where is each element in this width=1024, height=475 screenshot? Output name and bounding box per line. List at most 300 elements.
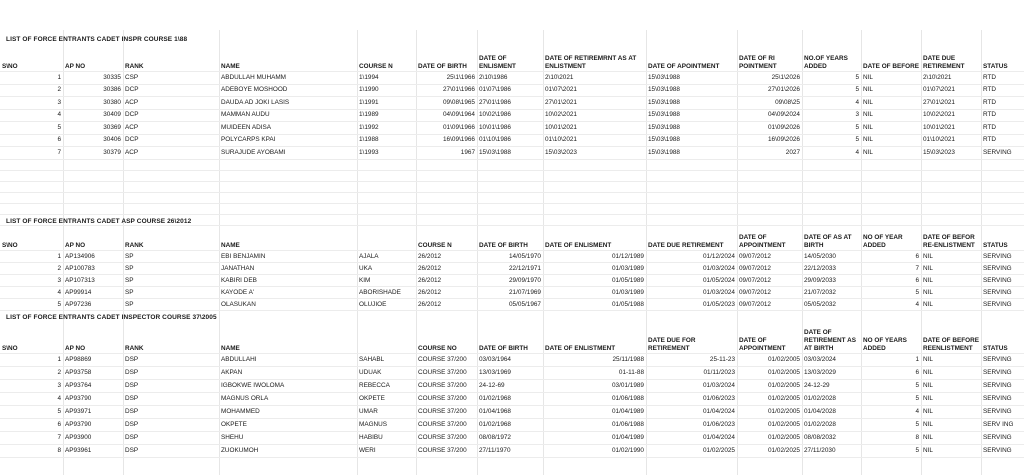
empty-cell (861, 170, 921, 181)
table-cell: ABDULLAH MUHAMM (219, 72, 357, 85)
table-cell: AP93971 (63, 406, 123, 419)
table-cell: NIL (861, 134, 921, 147)
table-cell: AP93790 (63, 393, 123, 406)
table-cell: AP107313 (63, 275, 123, 287)
table-cell: 01\07\1986 (477, 84, 543, 97)
table-course-26-2012 (0, 228, 1024, 311)
section-title: LIST OF FORCE ENTRANTS CADET ASP COURSE 26\2012 (6, 218, 192, 225)
table-cell: 22/12/2033 (802, 263, 861, 275)
table-cell: NIL (861, 84, 921, 97)
table-cell: 10\02\1986 (477, 109, 543, 122)
table-cell: ABORISHADE (357, 287, 416, 299)
table-cell: 21/07/1969 (477, 287, 543, 299)
table-cell: 01/04/1989 (543, 406, 646, 419)
empty-cell (416, 159, 477, 170)
column-header: COURSE NO (416, 323, 477, 354)
table-cell: SP (123, 287, 219, 299)
table-row (0, 354, 1024, 367)
empty-cell (123, 159, 219, 170)
table-cell: 1\1994 (357, 72, 416, 85)
table-cell: 01\07\2021 (543, 84, 646, 97)
table-cell: RTD (981, 134, 1024, 147)
empty-cell (981, 192, 1024, 203)
table-cell: 26/2012 (416, 287, 477, 299)
table-cell: 01/12/1989 (543, 251, 646, 263)
table-cell: 01/02/2005 (737, 367, 802, 380)
table-cell: 16\09\2026 (737, 134, 802, 147)
empty-cell (357, 181, 416, 192)
table-cell: NIL (921, 299, 981, 311)
table-row (0, 263, 1024, 275)
empty-cell (477, 159, 543, 170)
table-cell: 10\02\2021 (543, 109, 646, 122)
column-header: COURSE N (357, 45, 416, 72)
empty-row (0, 192, 1024, 203)
table-cell: 10\01\2021 (543, 122, 646, 135)
table-cell: 01/11/2023 (646, 367, 737, 380)
table-cell: 27\01\2021 (543, 97, 646, 110)
column-header (357, 228, 416, 251)
table-cell: MAMMAN AUDU (219, 109, 357, 122)
table-cell: 5 (861, 287, 921, 299)
empty-cell (0, 170, 63, 181)
empty-cell (646, 170, 737, 181)
section-title: LIST OF FORCE ENTRANTS CADET INSPR COURSE 1\88 (6, 36, 188, 43)
table-cell: UDUAK (357, 367, 416, 380)
table-cell: 5 (802, 84, 861, 97)
empty-cell (219, 203, 357, 214)
empty-cell (0, 159, 63, 170)
table-cell: REBECCA (357, 380, 416, 393)
table-cell: OKPETE (219, 419, 357, 432)
table-cell: 4 (861, 406, 921, 419)
table-cell: COURSE 37/200 (416, 380, 477, 393)
empty-cell (737, 214, 802, 225)
table-cell: 04\09\1964 (416, 109, 477, 122)
column-header: DATE OF ENLISTMENT (543, 323, 646, 354)
column-header: DATE OF BIRTH (477, 323, 543, 354)
column-header: AP NO (63, 323, 123, 354)
column-header: STATUS (981, 228, 1024, 251)
table-cell: COURSE 37/200 (416, 406, 477, 419)
column-header: NAME (219, 323, 357, 354)
table-cell: 15\03\1988 (646, 97, 737, 110)
empty-cell (802, 181, 861, 192)
table-cell: 30409 (63, 109, 123, 122)
table-cell: SERVING (981, 393, 1024, 406)
column-header: DATE OF BIRTH (416, 45, 477, 72)
table-cell: SP (123, 275, 219, 287)
table-cell: 4 (802, 97, 861, 110)
empty-cell (0, 192, 63, 203)
column-header: DATE OF APPOINTMENT (737, 228, 802, 251)
table-cell: 27/11/2030 (802, 445, 861, 458)
column-header: DATE DUE RETIREMENT (646, 228, 737, 251)
table-cell: 01/04/1968 (477, 406, 543, 419)
table-cell: 3 (802, 109, 861, 122)
table-cell: NIL (921, 406, 981, 419)
table-cell: 4 (0, 287, 63, 299)
table-cell: RTD (981, 84, 1024, 97)
table-cell: 10\02\2021 (921, 109, 981, 122)
table-cell: COURSE 37/200 (416, 445, 477, 458)
table-cell: 30380 (63, 97, 123, 110)
empty-row (0, 181, 1024, 192)
table-cell: 25-11-23 (646, 354, 737, 367)
table-cell: 03/01/1989 (543, 380, 646, 393)
table-cell: 26/2012 (416, 299, 477, 311)
table-cell: 01/02/2005 (737, 419, 802, 432)
table-cell: ADEBOYE MOSHOOD (219, 84, 357, 97)
table-cell: WERI (357, 445, 416, 458)
empty-cell (921, 192, 981, 203)
table-cell: 1\1991 (357, 97, 416, 110)
table-cell: 1 (0, 251, 63, 263)
empty-cell (543, 181, 646, 192)
table-row (0, 72, 1024, 85)
table-cell: 2 (0, 263, 63, 275)
column-header: NO OF YEARS ADDED (861, 323, 921, 354)
column-header: DATE DUE FOR RETIREMENT (646, 323, 737, 354)
table-cell: AP93758 (63, 367, 123, 380)
empty-cell (921, 203, 981, 214)
empty-cell (737, 192, 802, 203)
table-cell: ACP (123, 147, 219, 160)
table-row (0, 97, 1024, 110)
table-cell: 22/12/1971 (477, 263, 543, 275)
table-cell: 01/04/1989 (543, 432, 646, 445)
table-cell: 1\1988 (357, 134, 416, 147)
empty-cell (357, 192, 416, 203)
empty-cell (981, 214, 1024, 225)
table-cell: 1\1990 (357, 84, 416, 97)
table-row (0, 134, 1024, 147)
table-cell: NIL (921, 367, 981, 380)
empty-cell (981, 181, 1024, 192)
table-cell: COURSE 37/200 (416, 393, 477, 406)
column-header: STATUS (981, 323, 1024, 354)
table-cell: NIL (861, 122, 921, 135)
empty-cell (646, 181, 737, 192)
table-cell: ZUOKUMOH (219, 445, 357, 458)
column-header: NO.OF YEARS ADDED (802, 45, 861, 72)
column-header: DATE OF BEFORE REENLISTMENT (921, 323, 981, 354)
table-cell: 05/05/2032 (802, 299, 861, 311)
table-cell: 27\01\1966 (416, 84, 477, 97)
column-header: S\NO (0, 45, 63, 72)
table-cell: DAUDA AD JOKI LASIS (219, 97, 357, 110)
empty-cell (737, 170, 802, 181)
table-cell: 8 (861, 432, 921, 445)
table-cell: NIL (921, 393, 981, 406)
table-cell: 08/08/1972 (477, 432, 543, 445)
table-cell: MOHAMMED (219, 406, 357, 419)
empty-cell (646, 203, 737, 214)
table-cell: 30386 (63, 84, 123, 97)
column-header (357, 323, 416, 354)
table-cell: AP93900 (63, 432, 123, 445)
table-cell: 15\03\2023 (543, 147, 646, 160)
table-cell: SERVING (981, 287, 1024, 299)
table-cell: 7 (861, 263, 921, 275)
empty-cell (357, 203, 416, 214)
table-cell: OKPETE (357, 393, 416, 406)
table-row (0, 432, 1024, 445)
table-cell: SERVING (981, 367, 1024, 380)
column-header: DATE OF BIRTH (477, 228, 543, 251)
empty-cell (543, 159, 646, 170)
table-cell: DSP (123, 380, 219, 393)
table-row (0, 275, 1024, 287)
empty-cell (921, 214, 981, 225)
column-header: S\NO (0, 323, 63, 354)
table-cell: ACP (123, 122, 219, 135)
table-cell: 01/02/2028 (802, 393, 861, 406)
table-cell: 01/02/2025 (737, 445, 802, 458)
empty-cell (861, 181, 921, 192)
table-cell: 1967 (416, 147, 477, 160)
column-header: DATE OF ENLISMENT (477, 45, 543, 72)
table-cell: SP (123, 251, 219, 263)
table-cell: 6 (0, 134, 63, 147)
table-cell: 21/07/2032 (802, 287, 861, 299)
table-cell: 24-12-29 (802, 380, 861, 393)
table-row (0, 299, 1024, 311)
table-cell: NIL (861, 72, 921, 85)
table-row (0, 251, 1024, 263)
table-cell: 09/07/2012 (737, 275, 802, 287)
column-header: S\NO (0, 228, 63, 251)
empty-cell (646, 192, 737, 203)
table-cell: COURSE 37/200 (416, 419, 477, 432)
table-cell: 01\07\2021 (921, 84, 981, 97)
table-cell: 15\03\1988 (646, 147, 737, 160)
table-cell: 15\03\1988 (646, 84, 737, 97)
table-cell: 01/02/2005 (737, 380, 802, 393)
empty-cell (543, 192, 646, 203)
table-cell: 2 (0, 367, 63, 380)
header-row (0, 45, 1024, 72)
table-cell: 30369 (63, 122, 123, 135)
table-cell: 4 (802, 147, 861, 160)
table-cell: DCP (123, 109, 219, 122)
table-cell: JANATHAN (219, 263, 357, 275)
empty-cell (861, 159, 921, 170)
table-cell: KABIRI DEB (219, 275, 357, 287)
column-header: STATUS (981, 45, 1024, 72)
table-cell: 01/02/2025 (646, 445, 737, 458)
table-cell: 01/03/2024 (646, 263, 737, 275)
empty-cell (861, 214, 921, 225)
column-header: DATE OF ENLISMENT (543, 228, 646, 251)
empty-cell (543, 170, 646, 181)
table-cell: 01-11-88 (543, 367, 646, 380)
table-cell: 13/03/2029 (802, 367, 861, 380)
table-cell: 08/08/2032 (802, 432, 861, 445)
table-cell: 01/04/2028 (802, 406, 861, 419)
table-cell: 5 (802, 72, 861, 85)
table-cell: AP98869 (63, 354, 123, 367)
table-cell: 09\08\1965 (416, 97, 477, 110)
table-cell: SURAJUDE AYOBAMI (219, 147, 357, 160)
table-cell: DSP (123, 445, 219, 458)
table-cell: CSP (123, 72, 219, 85)
empty-cell (219, 214, 357, 225)
table-cell: 04\09\2024 (737, 109, 802, 122)
column-header: NO OF YEAR ADDED (861, 228, 921, 251)
table-cell: 01/03/2024 (646, 380, 737, 393)
table-cell: ACP (123, 97, 219, 110)
table-cell: 14/05/2030 (802, 251, 861, 263)
table-cell: DCP (123, 84, 219, 97)
table-cell: 09/07/2012 (737, 299, 802, 311)
table-cell: 14/05/1970 (477, 251, 543, 263)
column-header: AP NO (63, 228, 123, 251)
table-cell: 01/05/1989 (543, 275, 646, 287)
table-cell: 3 (0, 380, 63, 393)
table-cell: SHEHU (219, 432, 357, 445)
table-cell: 6 (861, 367, 921, 380)
table-cell: NIL (921, 251, 981, 263)
empty-cell (802, 159, 861, 170)
table-cell: 27\01\2021 (921, 97, 981, 110)
empty-cell (357, 214, 416, 225)
empty-cell (219, 170, 357, 181)
table-cell: 01\10\1986 (477, 134, 543, 147)
empty-cell (123, 192, 219, 203)
table-cell: 1 (861, 354, 921, 367)
empty-row (0, 203, 1024, 214)
table-cell: SERVING (981, 263, 1024, 275)
table-cell: COURSE 37/200 (416, 354, 477, 367)
table-cell: 2 (0, 84, 63, 97)
table-cell: DSP (123, 354, 219, 367)
table-cell: 24-12-69 (477, 380, 543, 393)
table-cell: 26/2012 (416, 263, 477, 275)
table-cell: 25\1\1966 (416, 72, 477, 85)
table-cell: 2\10\2021 (543, 72, 646, 85)
column-header: RANK (123, 323, 219, 354)
empty-cell (861, 203, 921, 214)
table-cell: 4 (0, 109, 63, 122)
table-cell: 3 (0, 275, 63, 287)
table-cell: 25\1\2026 (737, 72, 802, 85)
column-header: DATE DUE RETIREMENT (921, 45, 981, 72)
table-cell: KAYODE A' (219, 287, 357, 299)
table-cell: DCP (123, 134, 219, 147)
table-cell: DSP (123, 432, 219, 445)
table-cell: 6 (861, 275, 921, 287)
table-cell: AP134906 (63, 251, 123, 263)
table-cell: RTD (981, 72, 1024, 85)
table-cell: 5 (0, 122, 63, 135)
empty-cell (646, 214, 737, 225)
table-cell: 1\1992 (357, 122, 416, 135)
table-cell: 16\09\1966 (416, 134, 477, 147)
table-cell: 5 (861, 380, 921, 393)
table-cell: 29/09/2033 (802, 275, 861, 287)
table-cell: OLUJIOE (357, 299, 416, 311)
table-cell: 01\10\2021 (543, 134, 646, 147)
empty-cell (543, 214, 646, 225)
empty-cell (802, 214, 861, 225)
empty-cell (357, 159, 416, 170)
empty-cell (416, 203, 477, 214)
table-cell: 10\01\1986 (477, 122, 543, 135)
table-cell: NIL (861, 97, 921, 110)
table-cell: 2\10\2021 (921, 72, 981, 85)
table-cell: 09/07/2012 (737, 263, 802, 275)
empty-cell (63, 159, 123, 170)
table-cell: 7 (0, 147, 63, 160)
empty-cell (416, 214, 477, 225)
table-cell: AP93764 (63, 380, 123, 393)
table-cell: 01/02/1968 (477, 393, 543, 406)
table-cell: SERVING (981, 380, 1024, 393)
empty-cell (123, 170, 219, 181)
table-row (0, 109, 1024, 122)
table-cell: UKA (357, 263, 416, 275)
table-cell: 01\09\2026 (737, 122, 802, 135)
table-cell: DSP (123, 406, 219, 419)
column-header: DATE OF APOINTMENT (646, 45, 737, 72)
column-header: DATE OF BEFOR RE-ENLISTMENT (921, 228, 981, 251)
table-cell: 13/03/1969 (477, 367, 543, 380)
table-course-1-88 (0, 45, 1024, 226)
empty-cell (477, 192, 543, 203)
table-cell: NIL (921, 354, 981, 367)
table-cell: 01/03/2024 (646, 287, 737, 299)
header-row (0, 228, 1024, 251)
table-cell: 26/2012 (416, 251, 477, 263)
table-cell: 01/05/1988 (543, 299, 646, 311)
table-cell: 05/05/1967 (477, 299, 543, 311)
table-cell: 01/03/1989 (543, 287, 646, 299)
table-cell: DSP (123, 393, 219, 406)
column-header: DATE OF BEFORE (861, 45, 921, 72)
table-cell: 27\01\2026 (737, 84, 802, 97)
table-cell: COURSE 37/200 (416, 432, 477, 445)
table-cell: SP (123, 263, 219, 275)
table-cell: DSP (123, 367, 219, 380)
table-row (0, 84, 1024, 97)
table-cell: 01/02/2005 (737, 406, 802, 419)
empty-cell (123, 181, 219, 192)
table-cell: 2\10\1986 (477, 72, 543, 85)
table-cell: 5 (861, 419, 921, 432)
column-header: RANK (123, 228, 219, 251)
table-cell: 25/11/1988 (543, 354, 646, 367)
table-course-37-2005 (0, 323, 1024, 458)
header-row (0, 323, 1024, 354)
table-cell: 01/02/2005 (737, 393, 802, 406)
table-cell: AJALA (357, 251, 416, 263)
column-header: NAME (219, 228, 357, 251)
table-cell: 1 (0, 72, 63, 85)
table-cell: NIL (921, 275, 981, 287)
table-cell: 26/2012 (416, 275, 477, 287)
table-cell: SERVING (981, 406, 1024, 419)
table-cell: KIM (357, 275, 416, 287)
empty-cell (646, 159, 737, 170)
table-cell: AP99914 (63, 287, 123, 299)
table-cell: 15\03\1988 (477, 147, 543, 160)
table-cell: 30335 (63, 72, 123, 85)
empty-cell (981, 203, 1024, 214)
table-cell: COURSE 37/200 (416, 367, 477, 380)
column-header: DATE OF RETIREMRNT AS AT ENLISTMENT (543, 45, 646, 72)
table-cell: SERVING (981, 445, 1024, 458)
